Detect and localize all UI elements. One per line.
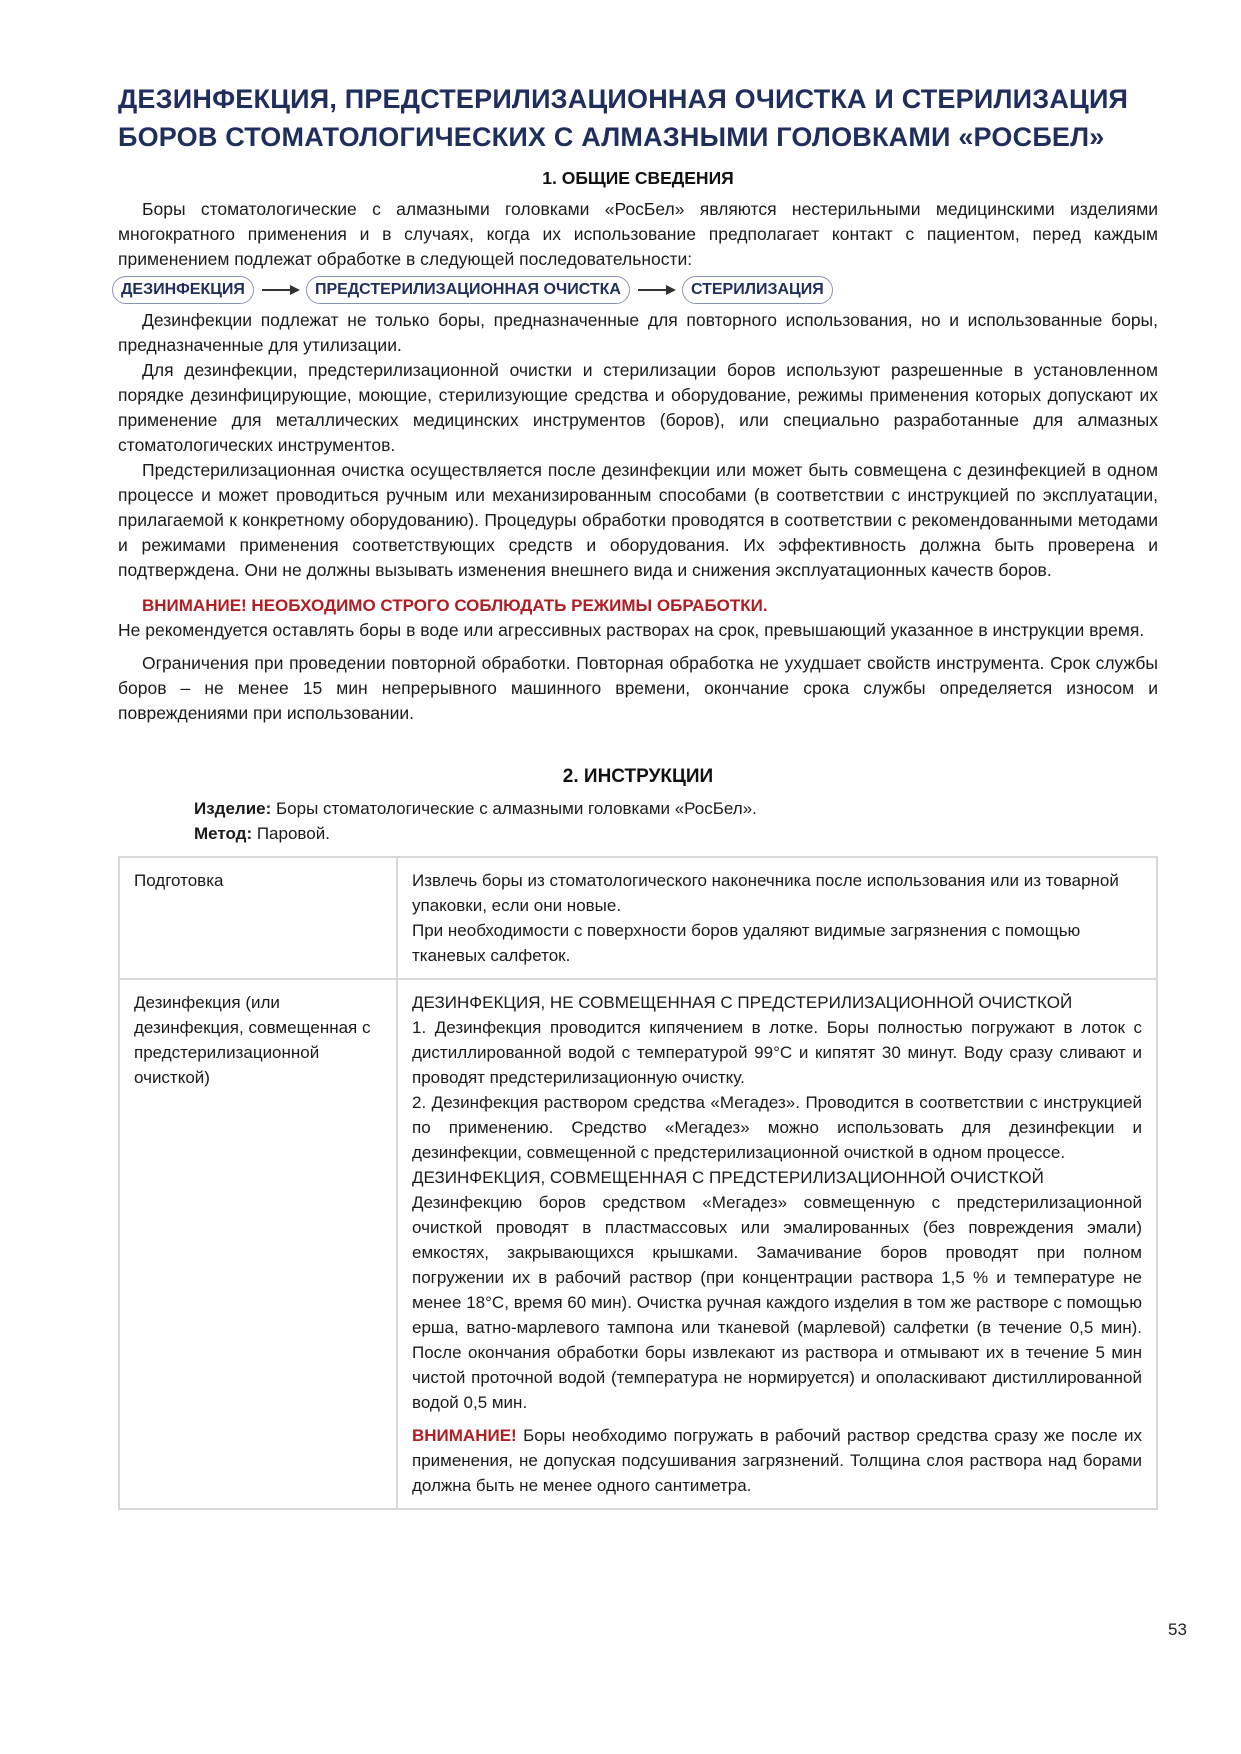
section-2-heading: 2. ИНСТРУКЦИИ (562, 766, 714, 787)
table-row (119, 979, 1157, 1509)
preparation-text-1: Извлечь боры из стоматологического наконечника после использования или из товарной упаковки, если они новые. (412, 871, 1119, 915)
disinfection-item-2: 2. Дезинфекция раствором средства «Мегадез». Проводится в соответствии с инструкцией по применению. Средство «Мегадез» можно использовать для дезинфекции и дезинфекции, совмещенной с предстерилизационной очисткой в одном процессе. (412, 1093, 1142, 1162)
disinfection-item-1: 1. Дезинфекция проводится кипячением в лотке. Боры полностью погружают в лоток с дистиллированной водой с температурой 99°С и кипятят 30 минут. Воду сразу сливают и проводят предстерилизационную очистку. (412, 1018, 1142, 1087)
flow-step-cleaning: ПРЕДСТЕРИЛИЗАЦИОННАЯ ОЧИСТКА (306, 276, 630, 304)
document-page (118, 80, 1158, 1510)
row-label-preparation: Подготовка (119, 857, 397, 979)
paragraph-4: Не рекомендуется оставлять боры в воде или агрессивных растворах на срок, превышающий указанное в инструкции время. (118, 620, 1145, 640)
paragraph-1: Дезинфекции подлежат не только боры, предназначенные для повторного использования, но и использованные боры, предназначенные для утилизации. (118, 310, 1158, 355)
table-warning-label: ВНИМАНИЕ! (412, 1426, 517, 1445)
product-line (194, 796, 1158, 821)
flow-step-disinfection: ДЕЗИНФЕКЦИЯ (112, 276, 254, 304)
paragraph-5: Ограничения при проведении повторной обработки. Повторная обработка не ухудшает свойств инструмента. Срок службы боров – не менее 15 мин непрерывного машинного времени, окончание срока службы определяется износом и повреждениями при использовании. (118, 653, 1158, 723)
section-1-heading: 1. ОБЩИЕ СВЕДЕНИЯ (542, 168, 734, 188)
row-content-preparation (397, 857, 1157, 979)
arrow-right-icon (260, 284, 300, 296)
combined-text: Дезинфекцию боров средством «Мегадез» совмещенную с предстерилизационной очисткой проводят в пластмассовых или эмалированных (без повреждения эмали) емкостях, закрывающихся крышками. Замачивание боров проводят при полном погружении их в рабочий раствор (при концентрации раствора 1,5 % и температуре не менее 18°С, время 60 мин). Очистка ручная каждого изделия в том же растворе с помощью ерша, ватно-марлевого тампона или тканевой (марлевой) салфетки (в течение 0,5 мин). После окончания обработки боры извлекают из раствора и отмывают их в течение 5 мин чистой проточной водой (температура не нормируется) и ополаскивают дистиллированной водой 0,5 мин. (412, 1193, 1142, 1412)
table-warning-text: Боры необходимо погружать в рабочий раствор средства сразу же после их применения, не допуская подсушивания загрязнений. Толщина слоя раствора над борами должна быть не менее одного сантиметра. (412, 1426, 1142, 1495)
paragraph-3: Предстерилизационная очистка осуществляется после дезинфекции или может быть совмещена с дезинфекцией в одном процессе и может проводиться ручным или механизированным способами (в соответствии с инструкцией по эксплуатации, прилагаемой к конкретному оборудованию). Процедуры обработки проводятся в соответствии с рекомендованными методами и режимами применения соответствующих средств и оборудования. Их эффективность должна быть проверена и подтверждена. Они не должны вызывать изменения внешнего вида и снижения эксплуатационных качеств боров. (118, 460, 1158, 580)
process-flow (112, 276, 1158, 304)
paragraph-2: Для дезинфекции, предстерилизационной очистки и стерилизации боров используют разрешенные в установленном порядке дезинфицирующие, моющие, стерилизующие средства и оборудование, режимы применения которых допускают их применение для металлических медицинских инструментов (боров), или специально разработанные для алмазных стоматологических инструментов. (118, 360, 1158, 455)
subheading-not-combined: ДЕЗИНФЕКЦИЯ, НЕ СОВМЕЩЕННАЯ С ПРЕДСТЕРИЛИЗАЦИОННОЙ ОЧИСТКОЙ (412, 993, 1073, 1012)
instructions-table (118, 856, 1158, 1510)
method-value: Паровой. (252, 824, 330, 843)
intro-paragraph: Боры стоматологические с алмазными головками «РосБел» являются нестерильными медицинскими изделиями многократного применения и в случаях, когда их использование предполагает контакт с пациентом, перед каждым применением подлежат обработке в следующей последовательности: (118, 199, 1158, 269)
arrow-right-icon (636, 284, 676, 296)
preparation-text-2: При необходимости с поверхности боров удаляют видимые загрязнения с помощью тканевых салфеток. (412, 921, 1081, 965)
title-line-1: ДЕЗИНФЕКЦИЯ, ПРЕДСТЕРИЛИЗАЦИОННАЯ ОЧИСТКА И СТЕРИЛИЗАЦИЯ (118, 84, 1129, 114)
page-title (118, 80, 1158, 156)
row-label-disinfection: Дезинфекция (или дезинфекция, совмещенная с предстерилизационной очисткой) (119, 979, 397, 1509)
title-line-2: БОРОВ СТОМАТОЛОГИЧЕСКИХ С АЛМАЗНЫМИ ГОЛОВКАМИ «РОСБЕЛ» (118, 122, 1105, 152)
method-line (194, 821, 1158, 846)
method-label: Метод: (194, 824, 253, 843)
flow-step-sterilization: СТЕРИЛИЗАЦИЯ (682, 276, 833, 304)
product-label: Изделие: (194, 799, 272, 818)
row-content-disinfection (397, 979, 1157, 1509)
product-value: Боры стоматологические с алмазными головками «РосБел». (271, 799, 757, 818)
warning-heading: ВНИМАНИЕ! НЕОБХОДИМО СТРОГО СОБЛЮДАТЬ РЕЖИМЫ ОБРАБОТКИ. (142, 596, 768, 615)
subheading-combined: ДЕЗИНФЕКЦИЯ, СОВМЕЩЕННАЯ С ПРЕДСТЕРИЛИЗАЦИОННОЙ ОЧИСТКОЙ (412, 1168, 1044, 1187)
table-row (119, 857, 1157, 979)
page-number: 53 (1168, 1620, 1187, 1639)
table-warning (412, 1423, 1142, 1498)
